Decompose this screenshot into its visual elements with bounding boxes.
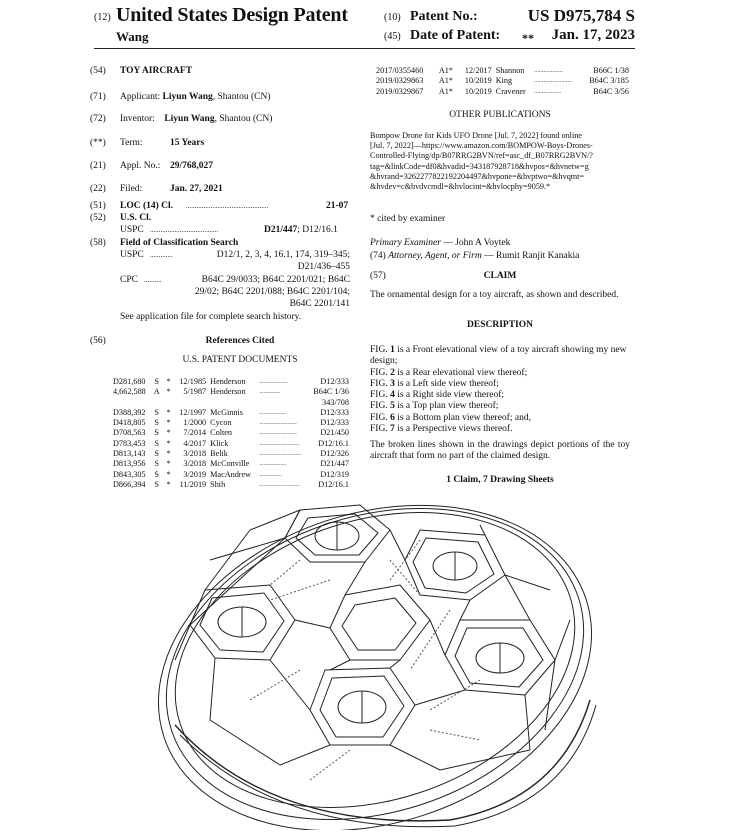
primary-examiner-label: Primary Examiner [370, 238, 441, 248]
loc-label: LOC (14) Cl. [120, 201, 174, 211]
ref-number: D843,305 [113, 469, 146, 479]
ref-number: D281,680 [113, 377, 146, 386]
date-of-patent-label: Date of Patent: [410, 28, 501, 43]
inid-58: (58) [90, 238, 106, 248]
ref-class: B64C 1/36 [313, 387, 349, 397]
ref-star: * [166, 407, 171, 417]
ref-number: D813,143 [113, 449, 146, 459]
ref-dots: .................. [259, 409, 287, 416]
ref-date: 7/2014 [183, 428, 207, 438]
ref-class: D12/319 [320, 469, 349, 479]
ref-star: * [166, 387, 171, 397]
date-marker: ** [522, 31, 534, 45]
inid-57: (57) [370, 271, 386, 281]
inid-51: (51) [90, 201, 106, 211]
ref-number: 4,662,588 [113, 387, 146, 397]
ref-kind: S [154, 449, 159, 459]
ref-date: 4/2017 [183, 438, 207, 448]
cited-by-examiner: * cited by examiner [370, 214, 446, 224]
inid-52: (52) [90, 213, 106, 223]
uspc-value: D21/447 [264, 225, 298, 235]
primary-examiner [370, 238, 630, 249]
search-uspc-line2: D21/436–455 [297, 262, 350, 272]
ref-number: D783,453 [113, 438, 146, 448]
see-application-file: See application file for complete search history. [120, 312, 302, 322]
ref-star: * [166, 479, 171, 489]
claim-text: The ornamental design for a toy aircraft, as shown and described. [370, 290, 619, 300]
patent-number: US D975,784 S [527, 6, 635, 25]
inid-10: (10) [384, 12, 401, 23]
figure-description [370, 413, 630, 424]
applicant-name: Liyun Wang [162, 92, 213, 102]
claim-title: CLAIM [483, 271, 517, 281]
ref-name: Belik [210, 449, 228, 459]
ref-number: 2019/0329867 [376, 86, 424, 96]
reference-row [113, 480, 349, 490]
inid-71: (71) [90, 92, 106, 102]
ref-class: B64C 3/56 [593, 86, 629, 96]
ref-dots: ............... [259, 471, 282, 478]
ref-date: 3/2019 [183, 469, 207, 479]
ref-date: 12/2017 [464, 66, 492, 75]
reference-row [113, 408, 349, 418]
claim-header [370, 271, 630, 282]
inventor-place: , Shantou (CN) [214, 114, 273, 124]
inventor-text [120, 114, 272, 125]
ref-class: D12/16.1 [318, 438, 349, 448]
ref-name: Cycon [210, 418, 232, 428]
ref-number: D708,563 [113, 428, 146, 438]
fig-number: 1 [390, 345, 395, 355]
reference-row [113, 377, 349, 387]
uspc-dots: ....................................... [150, 226, 219, 234]
inid-72: (72) [90, 114, 106, 124]
toy-aircraft-drawing [150, 500, 600, 830]
document-type-title: United States Design Patent [116, 4, 348, 26]
ref-kind: A1* [438, 66, 453, 75]
references-cited-title: References Cited [205, 336, 275, 346]
ref-dots: ............................ [259, 451, 302, 458]
figure-description [370, 345, 630, 368]
reference-row [113, 387, 349, 397]
fig-number: 3 [390, 378, 395, 389]
ref-kind: S [154, 377, 159, 386]
inid-45: (45) [384, 31, 401, 42]
ref-kind: S [154, 418, 159, 428]
ref-kind: A1* [438, 86, 453, 96]
fig-prefix: FIG. [370, 424, 391, 435]
figure-description [370, 368, 630, 379]
ref-date: 1/2000 [183, 418, 207, 428]
inventor-name: Liyun Wang [164, 114, 215, 124]
fig-number: 4 [390, 390, 395, 401]
ref-number: D866,394 [113, 479, 146, 489]
fig-prefix: FIG. [370, 401, 391, 412]
cpc-label: CPC [120, 275, 138, 285]
inid-21: (21) [90, 161, 106, 171]
ref-name: McGinnis [210, 407, 243, 417]
ref-star: * [166, 438, 171, 448]
ref-dots: .................. [259, 461, 287, 468]
reference-row [113, 418, 349, 428]
attorney-line [370, 251, 630, 262]
design-title: TOY AIRCRAFT [120, 66, 193, 76]
applicant-text [120, 92, 271, 103]
ref-star: * [166, 469, 171, 479]
inid-56: (56) [90, 336, 106, 346]
ref-number: 2019/0329863 [376, 76, 424, 86]
fig-text: is a Top plan view thereof; [394, 401, 499, 412]
search-uspc-dots: ............. [150, 251, 173, 259]
appl-no-label: Appl. No.: [120, 161, 161, 171]
publication-line: &hvrand=3262277822192204497&hvpone=&hvptwo=&hvqmt= [370, 171, 585, 181]
ref-dots: ........................... [259, 481, 300, 488]
ref-number: D813,956 [113, 459, 146, 469]
fig-number: 5 [390, 401, 395, 412]
applicant-place: , Shantou (CN) [212, 92, 271, 102]
ref-star: * [166, 459, 171, 469]
fig-number: 6 [390, 412, 395, 423]
rotor-pod-bottom [310, 668, 415, 745]
fig-text: is a Bottom plan view thereof; and, [394, 412, 531, 423]
ref-kind: S [154, 469, 159, 479]
fig-text: is a Perspective views thereof. [394, 424, 513, 435]
ref-number: D418,805 [113, 418, 146, 428]
ref-dots: ......................... [259, 420, 297, 427]
publication-line: tag=&linkCode=df0&hvadid=343187928718&hvpos=&hvnetw=g [370, 161, 589, 171]
term-label: Term: [120, 138, 143, 148]
description-title: DESCRIPTION [467, 320, 533, 330]
reference-row [376, 87, 629, 97]
ref-kind: S [154, 479, 159, 489]
inid-74: (74) [370, 251, 386, 261]
applicant-label: Applicant: [120, 92, 161, 102]
cpc-line2: 29/02; B64C 2201/088; B64C 2201/104; [194, 287, 350, 297]
uspc-rest: ; D12/16.1 [297, 225, 338, 235]
ref-number: D388,392 [113, 407, 146, 417]
publication-line: [Jul. 7, 2022]—https://www.amazon.com/BOMPOW-Boys-Drones- [370, 141, 593, 151]
figure-descriptions [370, 345, 630, 435]
ref-name: McConville [210, 459, 250, 469]
ref-name: Shannon [495, 66, 525, 75]
publication-line: Bompow Drone for Kids UFO Drone [Jul. 7, 2022] found online [370, 131, 582, 140]
ref-star: * [166, 377, 171, 386]
claims-sheets-count: 1 Claim, 7 Drawing Sheets [446, 475, 554, 485]
ref-date: 10/2019 [464, 86, 492, 96]
publication-line: &hvdev=c&hvdvcmdl=&hvlocint=&hvlocphy=9059.* [370, 182, 551, 192]
fig-prefix: FIG. [370, 367, 391, 378]
cpc-dots: .......... [144, 276, 162, 284]
ref-name: MacAndrew [210, 469, 252, 479]
us-references-table [113, 377, 349, 490]
rotor-pod-top [285, 505, 390, 562]
search-uspc-line1: D12/1, 2, 3, 4, 16.1, 174, 319–345; [216, 250, 350, 260]
inventor-surname: Wang [116, 29, 149, 44]
ref-name: Klick [210, 438, 229, 448]
right-references-table [376, 66, 629, 97]
ref-class-continuation: 343/708 [322, 397, 349, 407]
ref-name: Henderson [210, 387, 246, 397]
ref-date: 11/2019 [179, 479, 207, 489]
ref-date: 3/2018 [183, 449, 207, 459]
figure-description [370, 424, 630, 435]
ref-kind: S [154, 428, 159, 438]
ref-name: Henderson [210, 377, 246, 386]
ref-star: * [166, 449, 171, 459]
other-publications-text [370, 131, 630, 192]
ref-kind: S [154, 459, 159, 469]
header-rule [94, 48, 635, 49]
ref-name: Shih [210, 479, 226, 489]
fig-prefix: FIG. [370, 345, 391, 355]
fig-text: is a Front elevational view of a toy aircraft showing my new design; [370, 345, 627, 367]
ref-kind: A [153, 387, 160, 397]
figure-description [370, 390, 630, 401]
ref-star: * [166, 428, 171, 438]
fig-prefix: FIG. [370, 412, 391, 423]
date-of-patent: Jan. 17, 2023 [551, 27, 635, 43]
ref-date: 5/1987 [183, 387, 207, 397]
reference-row [113, 459, 349, 469]
fig-number: 7 [390, 424, 395, 435]
ref-name: King [495, 76, 513, 86]
ref-kind: A1* [438, 76, 453, 86]
cpc-line3: B64C 2201/141 [289, 299, 350, 309]
patent-number-label: Patent No.: [410, 9, 478, 24]
search-label: Field of Classification Search [120, 238, 239, 248]
ref-class: D12/333 [320, 377, 349, 386]
fig-text: is a Left side view thereof; [394, 378, 499, 389]
ref-dots: .................. [534, 88, 562, 95]
ref-dots: .............. [259, 389, 281, 396]
ref-date: 12/1985 [179, 377, 207, 386]
ref-dots: ................... [259, 379, 288, 385]
publication-line: Controlled-Flying/dp/B07RRG2BVN/ref=asc_df_B07RRG2BVN/? [370, 151, 593, 161]
fig-number: 2 [390, 367, 395, 378]
loc-dots: ............................................... [186, 202, 269, 210]
us-patent-documents-title: U.S. PATENT DOCUMENTS [182, 355, 298, 365]
ref-class: D12/333 [320, 418, 349, 428]
ref-class: D12/333 [320, 407, 349, 417]
inid-54: (54) [90, 66, 106, 76]
ref-kind: S [154, 407, 159, 417]
reference-row [113, 449, 349, 459]
attorney-name: — Rumit Ranjit Kanakia [481, 251, 580, 261]
appl-no-value: 29/768,027 [170, 161, 214, 171]
ref-class: D21/450 [320, 428, 349, 438]
ref-date: 3/2018 [183, 459, 207, 469]
reference-row [376, 66, 629, 76]
ref-dots: ........................... [259, 440, 300, 447]
ref-dots: ................... [534, 68, 563, 74]
ref-name: Cravener [495, 86, 526, 96]
inventor-label: Inventor: [120, 114, 155, 124]
other-publications-title: OTHER PUBLICATIONS [449, 110, 551, 120]
figure-description [370, 379, 630, 390]
term-value: 15 Years [170, 138, 205, 148]
figure-description [370, 401, 630, 412]
filed-label: Filed: [120, 184, 143, 194]
rotor-pod-right [445, 620, 555, 695]
ref-kind: S [154, 438, 159, 448]
primary-examiner-name: — John A Voytek [440, 238, 511, 248]
uspc-label: USPC [120, 225, 144, 235]
cpc-line1: B64C 29/0033; B64C 2201/021; B64C [201, 275, 350, 285]
inid-term: (**) [90, 138, 106, 148]
fig-prefix: FIG. [370, 390, 391, 401]
ref-class: B66C 1/38 [593, 66, 629, 75]
ref-number: 2017/0355460 [376, 66, 424, 75]
ref-class: B64C 3/185 [589, 76, 629, 86]
ref-star: * [166, 418, 171, 428]
ref-date: 10/2019 [464, 76, 492, 86]
inid-22: (22) [90, 184, 106, 194]
reference-row [113, 470, 349, 480]
loc-value: 21-07 [326, 201, 349, 211]
reference-row-continuation [113, 398, 349, 408]
reference-row [113, 428, 349, 438]
attorney-label: Attorney, Agent, or Firm [388, 251, 482, 261]
ref-class: D12/326 [320, 449, 349, 459]
reference-row [113, 439, 349, 449]
ref-class: D12/16.1 [318, 479, 349, 489]
inid-12: (12) [94, 12, 111, 23]
us-cl-label: U.S. Cl. [120, 213, 152, 223]
search-uspc-label: USPC [120, 250, 144, 260]
ref-dots: ......................... [534, 78, 572, 85]
fig-prefix: FIG. [370, 378, 391, 389]
fig-text: is a Right side view thereof; [394, 390, 505, 401]
ref-name: Colten [210, 428, 232, 438]
filed-value: Jan. 27, 2021 [170, 184, 223, 194]
ref-class: D21/447 [320, 459, 349, 469]
fig-text: is a Rear elevational view thereof; [394, 367, 528, 378]
broken-lines-note: The broken lines shown in the drawings depict portions of the toy aircraft that form no part of the claimed design. [370, 440, 630, 462]
ref-date: 12/1997 [179, 407, 207, 417]
reference-row [376, 76, 629, 86]
ref-dots: ......................... [259, 430, 297, 437]
